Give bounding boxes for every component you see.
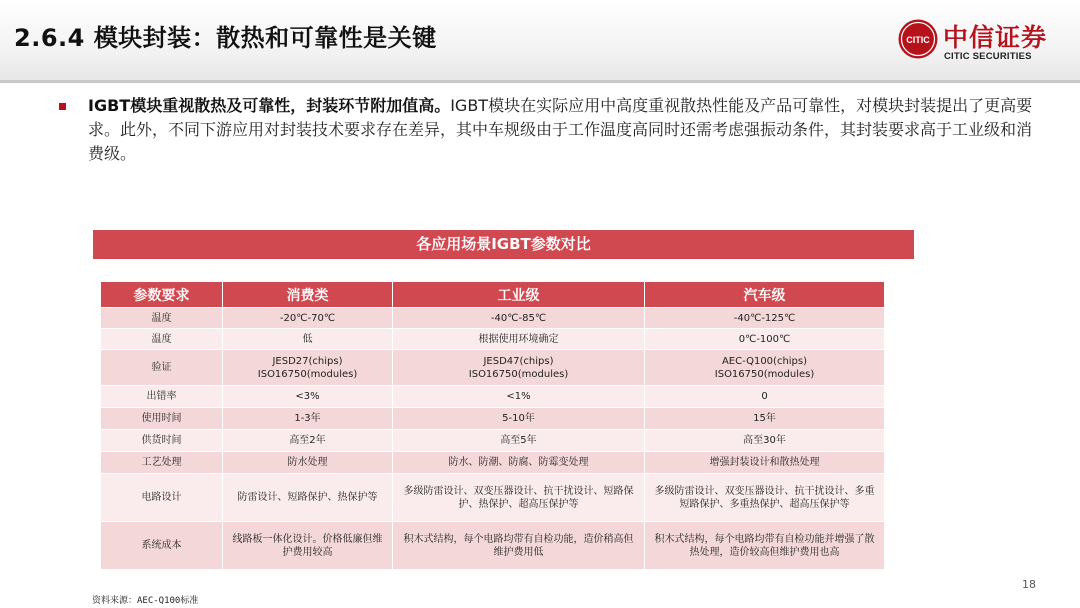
cell-param: 验证 <box>101 350 223 386</box>
cell-auto: 积木式结构，每个电路均带有自检功能并增强了散热处理，造价较高但维护费用也高 <box>645 522 885 570</box>
cell-consumer: 线路板一体化设计。价格低廉但维护费用较高 <box>223 522 393 570</box>
cell-param: 系统成本 <box>101 522 223 570</box>
table-header-row <box>101 282 885 308</box>
logo-cn-text: 中信证券 <box>943 23 1048 52</box>
source-note: 资料来源：AEC-Q100标准 <box>92 596 199 606</box>
cell-consumer: 防雷设计、短路保护、热保护等 <box>223 474 393 522</box>
cell-industrial: 5-10年 <box>393 408 645 430</box>
comparison-table-wrap <box>100 281 884 570</box>
cell-param: 出错率 <box>101 386 223 408</box>
cell-consumer: 1-3年 <box>223 408 393 430</box>
table-row <box>101 408 885 430</box>
bullet-paragraph <box>56 94 1046 166</box>
header-consumer: 消费类 <box>223 282 393 308</box>
cell-auto: 15年 <box>645 408 885 430</box>
header-param: 参数要求 <box>101 282 223 308</box>
comparison-table <box>100 281 885 570</box>
cell-param: 电路设计 <box>101 474 223 522</box>
cell-industrial: 多级防雷设计、双变压器设计、抗干扰设计、短路保护、热保护、超高压保护等 <box>393 474 645 522</box>
cell-industrial: 防水、防潮、防腐、防霉变处理 <box>393 452 645 474</box>
page-number: 18 <box>1022 578 1036 591</box>
logo-en-text: CITIC SECURITIES <box>944 51 1032 62</box>
table-row <box>101 308 885 329</box>
cell-auto: 0℃-100℃ <box>645 329 885 350</box>
cell-industrial: <1% <box>393 386 645 408</box>
cell-consumer: <3% <box>223 386 393 408</box>
table-row <box>101 386 885 408</box>
citic-logo <box>897 18 1067 64</box>
cell-consumer: -20℃-70℃ <box>223 308 393 329</box>
cell-consumer: 高至2年 <box>223 430 393 452</box>
header-auto: 汽车级 <box>645 282 885 308</box>
cell-param: 温度 <box>101 308 223 329</box>
cell-consumer: 防水处理 <box>223 452 393 474</box>
svg-text:CITIC: CITIC <box>906 35 930 45</box>
header-divider <box>0 80 1080 83</box>
cell-consumer: 低 <box>223 329 393 350</box>
cell-industrial: JESD47(chips) ISO16750(modules) <box>393 350 645 386</box>
page-title: 2.6.4 模块封装：散热和可靠性是关键 <box>14 24 437 52</box>
bullet-square-icon <box>59 103 66 110</box>
cell-auto: 增强封装设计和散热处理 <box>645 452 885 474</box>
cell-industrial: 积木式结构，每个电路均带有自检功能，造价稍高但维护费用低 <box>393 522 645 570</box>
header-industrial: 工业级 <box>393 282 645 308</box>
table-row <box>101 474 885 522</box>
bullet-bold-lead: IGBT模块重视散热及可靠性，封装环节附加值高。 <box>88 96 451 115</box>
cell-auto: 0 <box>645 386 885 408</box>
cell-consumer: JESD27(chips) ISO16750(modules) <box>223 350 393 386</box>
cell-param: 供货时间 <box>101 430 223 452</box>
cell-auto: 高至30年 <box>645 430 885 452</box>
cell-auto: AEC-Q100(chips) ISO16750(modules) <box>645 350 885 386</box>
table-row <box>101 350 885 386</box>
table-row <box>101 430 885 452</box>
cell-industrial: 高至5年 <box>393 430 645 452</box>
cell-industrial: -40℃-85℃ <box>393 308 645 329</box>
table-row <box>101 452 885 474</box>
bullet-body-text: IGBT模块在实际应用中高度重视散热性能及产品可靠性，对模块封装提出了更高要求。此外，不同下游应用对封装技术要求存在差异，其中车规级由于工作温度高同时还需考虑强振动条件，其封装要求高于工业级和消费级。 <box>88 96 1033 163</box>
cell-industrial: 根据使用环境确定 <box>393 329 645 350</box>
cell-param: 工艺处理 <box>101 452 223 474</box>
citic-emblem-icon <box>897 18 939 60</box>
cell-auto: -40℃-125℃ <box>645 308 885 329</box>
table-title: 各应用场景IGBT参数对比 <box>93 230 914 259</box>
cell-param: 温度 <box>101 329 223 350</box>
table-row <box>101 329 885 350</box>
cell-param: 使用时间 <box>101 408 223 430</box>
table-row <box>101 522 885 570</box>
cell-auto: 多级防雷设计、双变压器设计、抗干扰设计、多重短路保护、多重热保护、超高压保护等 <box>645 474 885 522</box>
